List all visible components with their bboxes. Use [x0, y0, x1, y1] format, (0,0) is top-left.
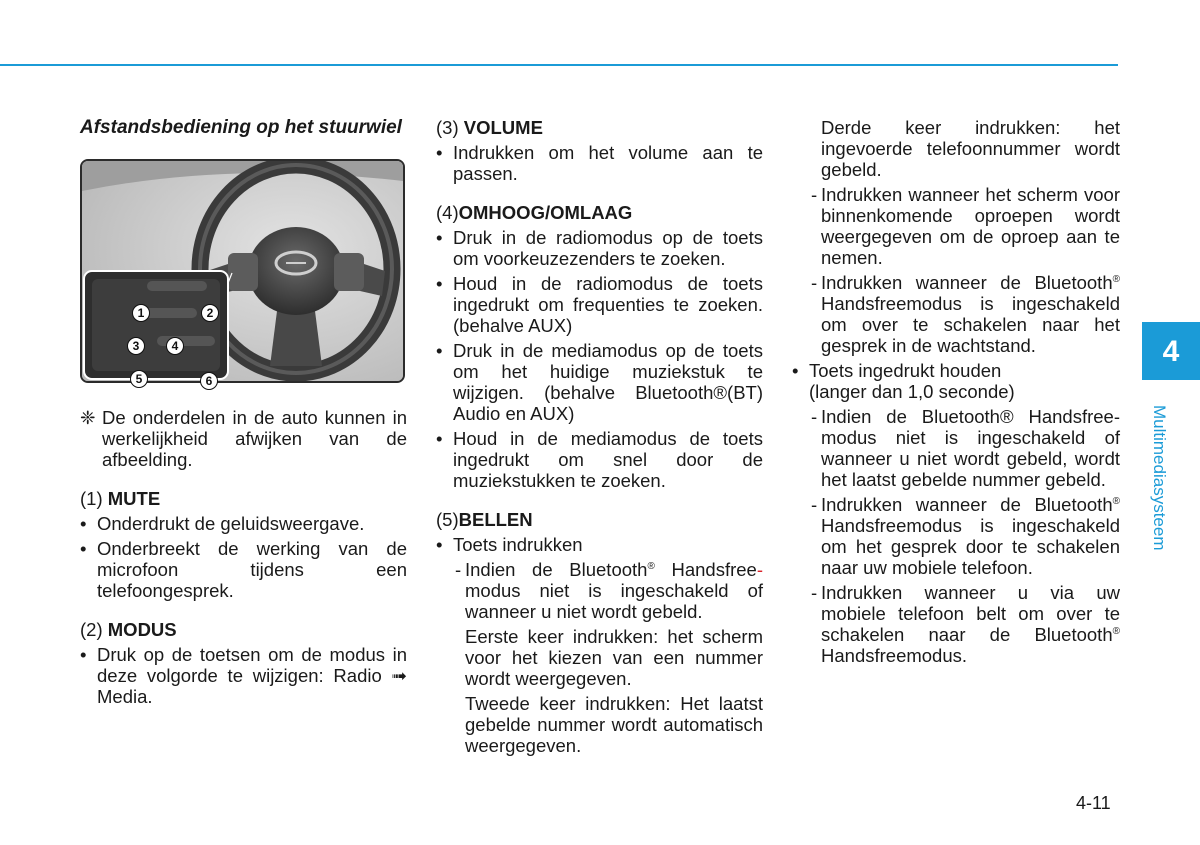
- text-run: Indrukken wanneer de Bluetooth: [821, 494, 1113, 515]
- column-1: [80, 117, 407, 707]
- section-number: (3): [436, 117, 459, 138]
- registered-mark: ®: [1112, 625, 1120, 637]
- section-title: MUTE: [107, 488, 161, 509]
- section-number: (2): [80, 619, 103, 640]
- section-title: BELLEN: [458, 509, 533, 530]
- list-item: • Onderdrukt de geluidsweergave.: [80, 513, 407, 534]
- figure-note: [80, 407, 407, 470]
- section-volume: [436, 117, 763, 138]
- callout-2: 2: [201, 304, 219, 322]
- hyphen-mark: -: [756, 559, 763, 580]
- section-mute: [80, 488, 407, 509]
- list-item: • Druk in de radiomodus op de toets om voorkeuzezenders te zoeken.: [436, 227, 763, 269]
- registered-mark: ®: [999, 406, 1014, 427]
- section-omhoog-omlaag: [436, 202, 763, 223]
- registered-mark: ®: [713, 382, 728, 403]
- text-run: (BT) Audio en AUX): [453, 382, 763, 424]
- text-run: (langer dan 1,0 seconde): [809, 381, 1015, 402]
- callout-6: 6: [200, 372, 218, 390]
- text-run: Indien de Bluetooth: [821, 406, 1000, 427]
- list-item: • Toets indrukken: [436, 534, 763, 555]
- sub-list-item: [809, 272, 1120, 356]
- text-run: Handsfree-modus niet is ingeschakeld of wanneer u niet wordt gebeld, wordt het laatst gebelde nummer gebeld.: [821, 406, 1121, 490]
- sub-list-item: [809, 582, 1120, 666]
- text-run: Toets ingedrukt houden: [809, 360, 1002, 381]
- callout-3: 3: [127, 337, 145, 355]
- section-title: OMHOOG/OMLAAG: [458, 202, 633, 223]
- section-heading: Afstandsbediening op het stuurwiel: [80, 117, 402, 138]
- sub-list-item: - Indrukken wanneer het scherm voor binnenkomende oproepen wordt weergegeven om de oproep aan te nemen.: [809, 184, 1120, 268]
- list-item: • Druk op de toetsen om de modus in deze volgorde te wijzigen: Radio ➟ Media.: [80, 644, 407, 707]
- chapter-tab: 4: [1142, 322, 1200, 380]
- registered-mark: ®: [647, 560, 655, 572]
- chapter-title-text: Multimediasysteem: [1150, 405, 1169, 551]
- callout-1: 1: [132, 304, 150, 322]
- note-text: De onderdelen in de auto kunnen in werkelijkheid afwijken van de afbeelding.: [102, 407, 407, 470]
- column-2: [436, 117, 763, 756]
- section-title: MODUS: [107, 619, 177, 640]
- list-item: [792, 360, 1120, 402]
- header-rule: [0, 64, 1118, 66]
- list-item: • Houd in de radiomodus de toets ingedrukt om frequenties te zoeken. (behalve AUX): [436, 273, 763, 336]
- section-number: (1): [80, 488, 103, 509]
- registered-mark: ®: [1112, 273, 1120, 285]
- text-run: Handsfree: [654, 559, 757, 580]
- sub-list-item: [453, 559, 763, 622]
- section-modus: [80, 619, 407, 640]
- page-number: 4-11: [1076, 793, 1111, 813]
- section-title: VOLUME: [463, 117, 543, 138]
- text-run: Indien de Bluetooth: [465, 559, 648, 580]
- section-number: (5): [436, 509, 459, 530]
- note-symbol-icon: ❈: [80, 407, 96, 428]
- text-run: Handsfreemodus.: [821, 645, 968, 666]
- sub-list-item: [809, 494, 1120, 578]
- section-bellen: [436, 509, 763, 530]
- list-item: [436, 340, 763, 424]
- callout-5: 5: [130, 370, 148, 388]
- callout-4: 4: [166, 337, 184, 355]
- registered-mark: ®: [1112, 495, 1120, 507]
- sub-paragraph: Derde keer indrukken: het ingevoerde telefoonnummer wordt gebeld.: [821, 117, 1120, 180]
- section-number: (4): [436, 202, 459, 223]
- column-3: [792, 117, 1120, 666]
- list-item: • Houd in de mediamodus de toets ingedrukt om snel door de muziekstukken te zoeken.: [436, 428, 763, 491]
- text-run: Handsfreemodus is ingeschakeld om het gesprek door te schakelen naar uw mobiele telefoon.: [821, 515, 1120, 578]
- text-run: Indrukken wanneer de Bluetooth: [821, 272, 1113, 293]
- sub-paragraph: Tweede keer indrukken: Het laatst gebelde nummer wordt automatisch weergegeven.: [465, 693, 763, 756]
- text-run: Indrukken wanneer u via uw mobiele telefoon belt om over te schakelen naar de Bluetooth: [821, 582, 1120, 645]
- text-run: modus niet is ingeschakeld of wanneer u niet wordt gebeld.: [465, 580, 763, 622]
- sub-paragraph: Eerste keer indrukken: het scherm voor het kiezen van een nummer wordt weergegeven.: [465, 626, 763, 689]
- list-item: • Indrukken om het volume aan te passen.: [436, 142, 763, 184]
- text-run: Druk in de mediamodus op de toets om het huidige muziekstuk te wijzigen. (behalve Bluetooth: [453, 340, 763, 403]
- sub-list-item: [809, 406, 1120, 490]
- text-run: Handsfreemodus is ingeschakeld om over te schakelen naar het gesprek in de wachtstand.: [821, 293, 1120, 356]
- list-item: • Onderbreekt de werking van de microfoon tijdens een telefoongesprek.: [80, 538, 407, 601]
- chapter-title: [1149, 405, 1169, 551]
